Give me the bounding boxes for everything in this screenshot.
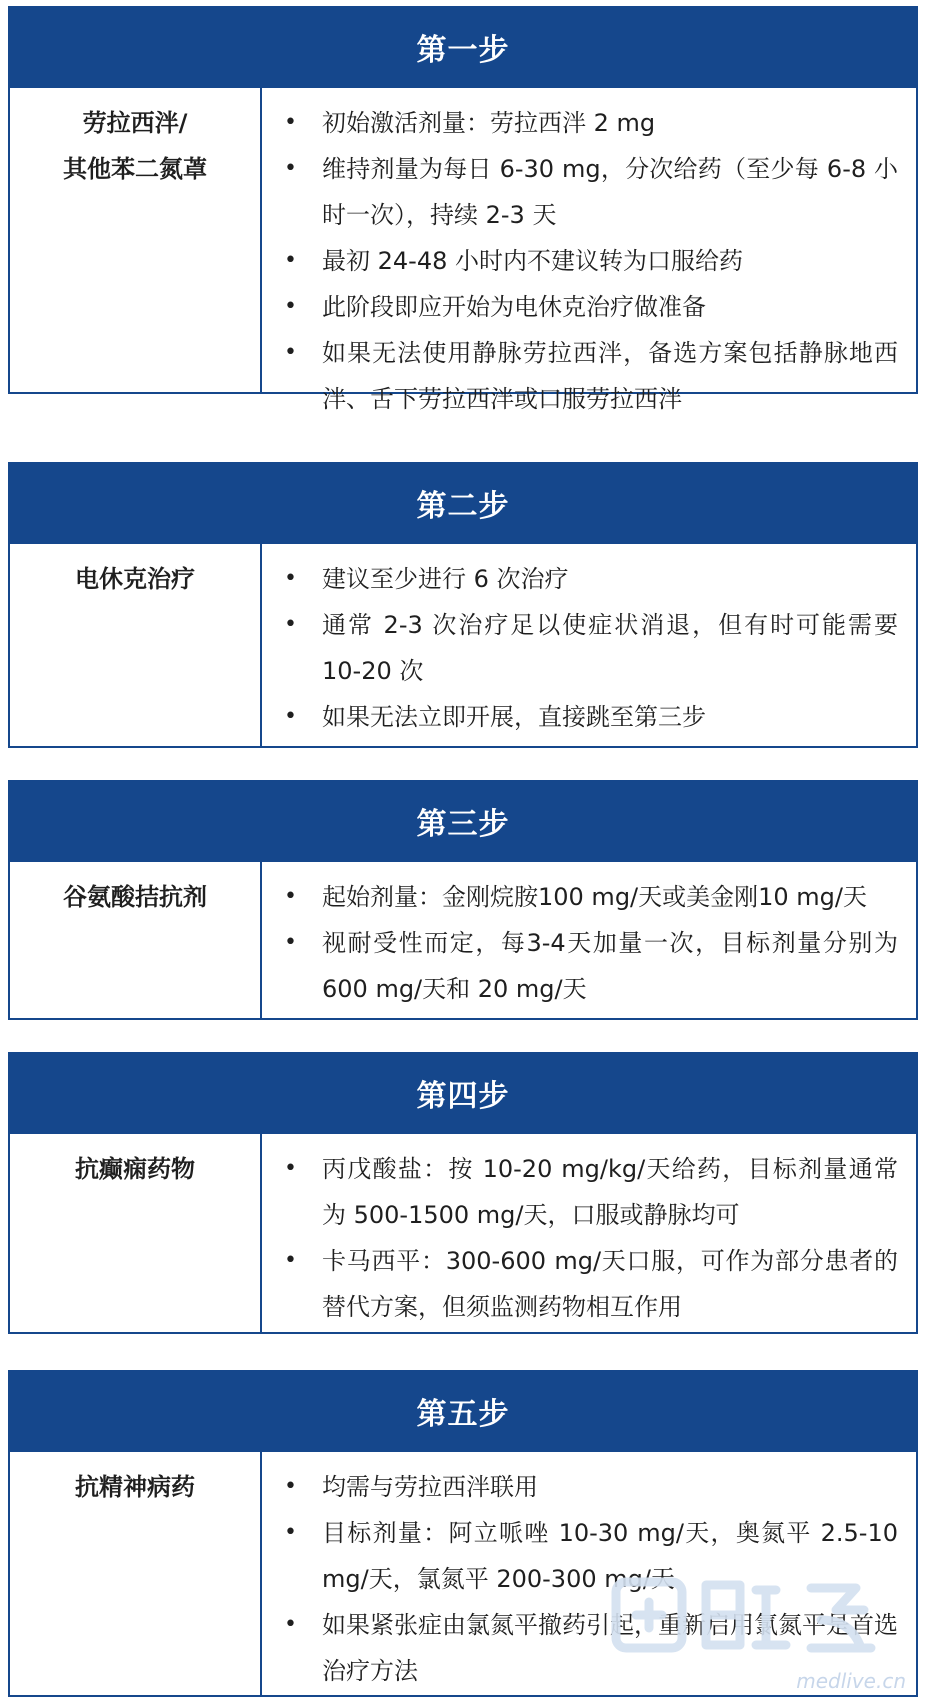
step-1-label: 劳拉西泮/ 其他苯二氮䓬 bbox=[10, 88, 262, 392]
list-item: • 视耐受性而定，每3-4天加量一次，目标剂量分别为 600 mg/天和 20 mg/天 bbox=[262, 920, 898, 1012]
list-item: • 通常 2-3 次治疗足以使症状消退，但有时可能需要 10-20 次 bbox=[262, 602, 898, 694]
bullet-icon: • bbox=[284, 612, 297, 637]
bullet-icon: • bbox=[284, 248, 297, 273]
step-3-body bbox=[10, 860, 916, 1018]
step-4-title: 第四步 bbox=[10, 1054, 916, 1132]
watermark-text: medlive.cn bbox=[796, 1669, 906, 1693]
list-item: • 均需与劳拉西泮联用 bbox=[262, 1464, 898, 1510]
bullet-icon: • bbox=[284, 1520, 297, 1545]
step-1-card bbox=[8, 6, 918, 413]
bullet-icon: • bbox=[284, 1612, 297, 1637]
bullet-icon: • bbox=[284, 884, 297, 909]
step-3-label: 谷氨酸拮抗剂 bbox=[10, 862, 262, 1018]
bullet-icon: • bbox=[284, 1474, 297, 1499]
list-item: • 目标剂量：阿立哌唑 10-30 mg/天，奥氮平 2.5-10 mg/天，氯氮平 200-300 mg/天 bbox=[262, 1510, 898, 1602]
list-item: • 丙戊酸盐：按 10-20 mg/kg/天给药，目标剂量通常为 500-1500 mg/天，口服或静脉均可 bbox=[262, 1146, 898, 1238]
list-item: • 此阶段即应开始为电休克治疗做准备 bbox=[262, 284, 898, 330]
list-item: • 如果无法立即开展，直接跳至第三步 bbox=[262, 694, 898, 740]
bullet-icon: • bbox=[284, 294, 297, 319]
step-4-body bbox=[10, 1132, 916, 1332]
list-item: • 起始剂量：金刚烷胺100 mg/天或美金刚10 mg/天 bbox=[262, 874, 898, 920]
list-item: • 卡马西平：300-600 mg/天口服，可作为部分患者的替代方案，但须监测药物相互作用 bbox=[262, 1238, 898, 1330]
step-2-list bbox=[262, 544, 916, 746]
list-item: • 维持剂量为每日 6-30 mg，分次给药（至少每 6-8 小时一次），持续 2-3 天 bbox=[262, 146, 898, 238]
list-item: • 初始激活剂量：劳拉西泮 2 mg bbox=[262, 100, 898, 146]
bullet-icon: • bbox=[284, 1156, 297, 1181]
step-5-list bbox=[262, 1452, 916, 1695]
step-3-card bbox=[8, 780, 918, 1020]
step-3-list bbox=[262, 862, 916, 1018]
step-2-title: 第二步 bbox=[10, 464, 916, 542]
bullet-icon: • bbox=[284, 704, 297, 729]
step-1-body bbox=[10, 86, 916, 413]
step-2-body bbox=[10, 542, 916, 746]
bullet-icon: • bbox=[284, 930, 297, 955]
list-item: • 如果紧张症由氯氮平撤药引起，重新启用氯氮平是首选治疗方法 bbox=[262, 1602, 898, 1694]
list-item: • 如果无法使用静脉劳拉西泮，备选方案包括静脉地西泮、舌下劳拉西泮或口服劳拉西泮 bbox=[262, 330, 898, 422]
bullet-icon: • bbox=[284, 1248, 297, 1273]
step-2-label: 电休克治疗 bbox=[10, 544, 262, 746]
step-5-body bbox=[10, 1450, 916, 1695]
step-4-card bbox=[8, 1052, 918, 1334]
step-4-label: 抗癫痫药物 bbox=[10, 1134, 262, 1332]
step-5-label: 抗精神病药 bbox=[10, 1452, 262, 1695]
bullet-icon: • bbox=[284, 340, 297, 365]
step-1-list bbox=[262, 88, 916, 413]
bullet-icon: • bbox=[284, 156, 297, 181]
step-2-card bbox=[8, 462, 918, 748]
step-4-list bbox=[262, 1134, 916, 1332]
step-5-title: 第五步 bbox=[10, 1372, 916, 1450]
step-1-title: 第一步 bbox=[10, 8, 916, 86]
step-3-title: 第三步 bbox=[10, 782, 916, 860]
step-5-card bbox=[8, 1370, 918, 1697]
list-item: • 建议至少进行 6 次治疗 bbox=[262, 556, 898, 602]
bullet-icon: • bbox=[284, 110, 297, 135]
bullet-icon: • bbox=[284, 566, 297, 591]
list-item: • 最初 24-48 小时内不建议转为口服给药 bbox=[262, 238, 898, 284]
